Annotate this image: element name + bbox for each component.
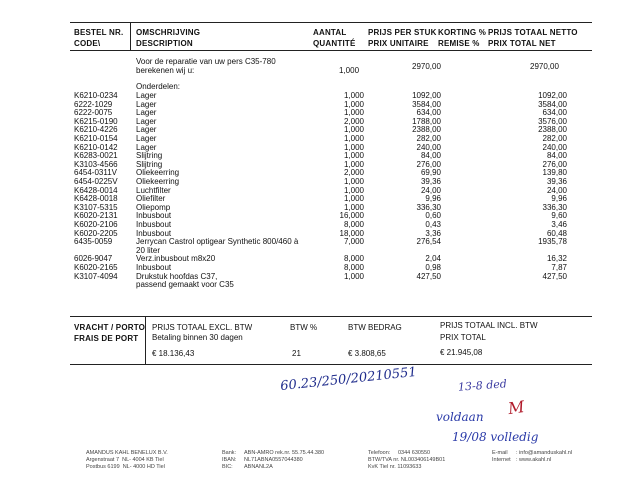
item-unit-price: 0,98	[425, 263, 441, 272]
item-code: 6222-0075	[74, 108, 113, 118]
item-quantity: 2,000	[343, 116, 364, 126]
item-total: 282,00	[542, 134, 567, 143]
item-description: Lager	[136, 125, 157, 135]
top-rule	[70, 22, 592, 23]
handwritten-reference: 60.23/250/20210551	[279, 364, 418, 395]
item-unit-price: 84,00	[420, 151, 441, 161]
item-total: 60,48	[546, 228, 567, 238]
item-description: Lager	[136, 99, 157, 109]
item-description: Jerrycan Castrol optigear Synthetic 800/460 à	[136, 237, 299, 247]
item-description: Oliefilter	[136, 194, 166, 204]
item-total: 139,80	[542, 168, 567, 178]
item-unit-price: 0,43	[425, 220, 441, 229]
item-unit-price: 336,30	[416, 202, 441, 212]
item-description: Oliepomp	[136, 202, 171, 212]
footer-contact: Telefoon: 0344 630550 BTW/TVA nr. NL003406149B01 KvK Tiel nr. 11093633	[368, 450, 446, 470]
item-total: 9,96	[551, 194, 567, 204]
item-quantity: 8,000	[343, 263, 364, 272]
item-quantity: 1,000	[343, 91, 364, 100]
item-total: 7,87	[551, 263, 567, 272]
item-total: 2388,00	[538, 125, 567, 135]
website-link[interactable]: : www.akahl.nl	[516, 457, 552, 463]
item-code: K6215-0190	[74, 116, 118, 126]
intro-total: 2970,00	[530, 62, 559, 71]
item-quantity: 2,000	[343, 168, 364, 178]
item-quantity: 8,000	[343, 220, 364, 229]
item-quantity: 1,000	[343, 99, 364, 109]
item-unit-price: 276,00	[416, 159, 441, 169]
item-description: Inbusbout	[136, 220, 172, 229]
handwritten-paid: voldaan	[436, 410, 484, 424]
item-total: 3584,00	[538, 99, 567, 109]
item-total: 16,32	[546, 254, 567, 264]
item-total: 84,00	[546, 151, 567, 161]
item-quantity: 16,000	[339, 211, 364, 221]
item-quantity: 1,000	[343, 271, 364, 281]
item-total: 1935,78	[538, 237, 567, 247]
item-quantity: 1,000	[343, 159, 364, 169]
item-code: K3107-4094	[74, 271, 118, 281]
header-discount: KORTING % REMISE %	[438, 28, 487, 48]
item-quantity: 1,000	[343, 108, 364, 118]
item-code: K6020-2131	[74, 211, 118, 221]
item-unit-price: 1092,00	[412, 91, 441, 100]
total-excl-value: € 18.136,43	[152, 349, 195, 358]
item-unit-price: 24,00	[420, 185, 441, 195]
freight-label: VRACHT / PORTO FRAIS DE PORT	[74, 323, 146, 343]
header-rule	[70, 50, 592, 51]
handwritten-paid-date: 19/08 volledig	[452, 430, 539, 444]
item-total: 1092,00	[538, 91, 567, 100]
item-description: Lager	[136, 108, 157, 118]
item-quantity: 7,000	[343, 237, 364, 247]
email-link[interactable]: : info@amanduskahl.nl	[516, 450, 573, 456]
summary-top-rule	[70, 316, 592, 317]
summary-divider	[145, 316, 146, 364]
item-unit-price: 1788,00	[412, 116, 441, 126]
item-code: K6210-0142	[74, 142, 118, 152]
item-unit-price: 2388,00	[412, 125, 441, 135]
item-code: K3103-4566	[74, 159, 118, 169]
item-description: Lager	[136, 142, 157, 152]
vat-percent-value: 21	[292, 349, 301, 358]
item-unit-price: 427,50	[416, 271, 441, 281]
item-description: Luchtfilter	[136, 185, 171, 195]
item-total: 39,36	[546, 177, 567, 186]
item-unit-price: 276,54	[416, 237, 441, 247]
item-description: Inbusbout	[136, 228, 172, 238]
item-code: 6435-0059	[74, 237, 113, 247]
item-description: Inbusbout	[136, 263, 172, 272]
header-quantity: AANTAL QUANTITÉ	[313, 28, 356, 48]
item-unit-price: 3,36	[425, 228, 441, 238]
item-unit-price: 69,90	[420, 168, 441, 178]
item-description-cont: 20 liter	[136, 245, 161, 255]
item-code: 6222-1029	[74, 99, 113, 109]
item-unit-price: 634,00	[416, 108, 441, 118]
intro-line2: berekenen wij u:	[136, 66, 195, 75]
item-quantity: 1,000	[343, 142, 364, 152]
item-description: Verz.inbusbout m8x20	[136, 254, 216, 264]
item-unit-price: 0,60	[425, 211, 441, 221]
footer-company: AMANDUS KAHL BENELUX B.V. Argenstraat 7 NL- 4004 KB Tiel Postbus 6199 NL- 4000 HD Tiel	[86, 450, 168, 470]
item-total: 9,60	[551, 211, 567, 221]
item-code: 6454-0225V	[74, 177, 118, 186]
item-total: 276,00	[542, 159, 567, 169]
item-description: Lager	[136, 116, 157, 126]
header-divider	[130, 22, 131, 51]
item-total: 240,00	[542, 142, 567, 152]
item-code: K6020-2106	[74, 220, 118, 229]
item-code: K6020-2165	[74, 263, 118, 272]
item-code: K6428-0014	[74, 185, 118, 195]
item-code: K6210-0234	[74, 91, 118, 100]
item-code: K6283-0021	[74, 151, 118, 161]
item-total: 634,00	[542, 108, 567, 118]
item-description: Slijtring	[136, 159, 163, 169]
item-unit-price: 240,00	[416, 142, 441, 152]
item-quantity: 1,000	[343, 134, 364, 143]
intro-line1: Voor de reparatie van uw pers C35-780	[136, 57, 276, 66]
item-description: Oliekeerring	[136, 168, 180, 178]
item-unit-price: 9,96	[425, 194, 441, 204]
item-unit-price: 3584,00	[412, 99, 441, 109]
item-total: 3,46	[551, 220, 567, 229]
item-quantity: 1,000	[343, 151, 364, 161]
item-description: Drukstuk hoofdas C37,	[136, 271, 218, 281]
vat-percent-label: BTW %	[290, 323, 318, 332]
vat-amount-value: € 3.808,65	[348, 349, 386, 358]
item-description-cont: passend gemaakt voor C35	[136, 280, 234, 290]
item-unit-price: 2,04	[425, 254, 441, 264]
footer-bank: Bank: ABN-AMRO rek.nr. 55.75.44.380 IBAN: NL71ABNA0557044380 BIC: ABNANL2A	[222, 450, 325, 470]
intro-qty: 1,000	[339, 66, 360, 75]
item-description: Lager	[136, 91, 157, 100]
item-code: 6026-9047	[74, 254, 113, 264]
total-incl-label: PRIJS TOTAAL INCL. BTW PRIX TOTAL	[440, 321, 538, 342]
header-unit-price: PRIJS PER STUK PRIX UNITAIRE	[368, 28, 437, 48]
item-code: 6454-0311V	[74, 168, 117, 178]
item-unit-price: 39,36	[420, 177, 441, 186]
header-description: OMSCHRIJVING DESCRIPTION	[136, 28, 201, 48]
item-quantity: 1,000	[343, 194, 364, 204]
item-quantity: 1,000	[343, 177, 364, 186]
handwritten-initial: M	[506, 396, 526, 419]
vat-amount-label: BTW BEDRAG	[348, 323, 402, 332]
parts-heading: Onderdelen:	[136, 82, 181, 91]
intro-unit: 2970,00	[412, 62, 441, 71]
item-quantity: 1,000	[343, 202, 364, 212]
item-description: Oliekeerring	[136, 177, 180, 186]
header-code: BESTEL NR. CODE\	[74, 28, 124, 48]
handwritten-date: 13-8 ded	[457, 377, 508, 394]
item-total: 24,00	[546, 185, 567, 195]
item-quantity: 1,000	[343, 125, 364, 135]
item-description: Inbusbout	[136, 211, 172, 221]
total-excl-label: PRIJS TOTAAL EXCL. BTW	[152, 323, 253, 332]
item-code: K3107-5315	[74, 202, 118, 212]
item-total: 336,30	[542, 202, 567, 212]
item-code: K6428-0018	[74, 194, 118, 204]
item-code: K6210-4226	[74, 125, 118, 135]
item-quantity: 1,000	[343, 185, 364, 195]
summary-bottom-rule	[70, 364, 592, 365]
item-total: 3576,00	[538, 116, 567, 126]
item-description: Lager	[136, 134, 157, 143]
total-incl-value: € 21.945,08	[440, 348, 483, 357]
item-unit-price: 282,00	[416, 134, 441, 143]
footer-web: E-mail : info@amanduskahl.nl Internet : www.akahl.nl	[492, 450, 573, 463]
item-description: Slijtring	[136, 151, 163, 161]
payment-terms: Betaling binnen 30 dagen	[152, 333, 243, 342]
item-quantity: 18,000	[339, 228, 364, 238]
item-code: K6020-2205	[74, 228, 118, 238]
item-total: 427,50	[542, 271, 567, 281]
item-quantity: 8,000	[343, 254, 364, 264]
item-code: K6210-0154	[74, 134, 118, 143]
header-total: PRIJS TOTAAL NETTO PRIX TOTAL NET	[488, 28, 578, 48]
